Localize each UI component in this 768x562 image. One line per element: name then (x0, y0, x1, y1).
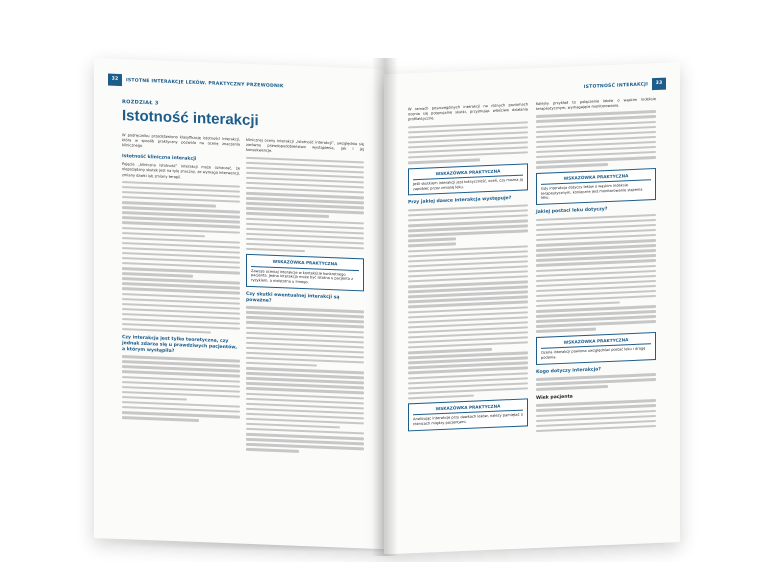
subsection-heading: Wiek pacjenta (536, 394, 573, 401)
tip-box-title: WSKAZÓWKA PRAKTYCZNA (413, 167, 523, 180)
body-paragraph: W ramach poszczególnych interakcji na różnych poziomach ocenia się potencjalne skutki, przyjmując właściwe działania profilaktyczne. (408, 102, 528, 122)
section-heading: Jakiej postaci leku dotyczy? (536, 207, 608, 216)
text-lines (536, 110, 656, 168)
intro-paragraph: W podręczniku przedstawiono klasyfikację istotności interakcji, która w sposób praktyczny pozwala na ocenę znaczenia klinicznego. (122, 133, 240, 149)
left-running-head-text: ISTOTNE INTERAKCJE LEKÓW. PRAKTYCZNY PRZEWODNIK (126, 77, 284, 89)
section-heading: Czy interakcja jest tylko teoretyczna, czy jednak zdarza się u prawdziwych pacjentów, a którym wystąpiła? (122, 335, 237, 354)
tip-box (246, 254, 364, 291)
body-paragraph: Kolejny przykład to połączenie leków o wąskim indeksie terapeutycznym, wymagające monitorowania. (536, 97, 656, 112)
body-paragraph: Pojęcie „kliniczna istotność” interakcji może oznaczać, że niepożądany skutek jest na tyle znaczny, że wymaga interwencji, zmiany dawki lub zmiany terapii. (122, 162, 240, 179)
right-running-head (584, 77, 666, 94)
tip-box-text: Ocena interakcji powinna uwzględniać postać leku i drogę podania. (541, 346, 646, 360)
tip-box (408, 399, 528, 432)
tip-box-text: Analizując interakcje przy dawkach leków, należy pamiętać o różnicach między pacjentami. (413, 413, 523, 427)
text-lines (536, 399, 656, 432)
section-heading: Przy jakiej dawce interakcja występuje? (408, 196, 512, 206)
tip-box-title: WSKAZÓWKA PRAKTYCZNA (541, 336, 651, 349)
tip-box-text: Jeśli skutkiem interakcji jest toksyczność, oceń, czy można ją zapobiec przez zmianę leku. (413, 177, 523, 191)
left-page (94, 58, 386, 549)
tip-box-title: WSKAZÓWKA PRAKTYCZNA (413, 403, 523, 416)
tip-box-text: Gdy interakcja dotyczy leków o wąskim indeksie terapeutycznym, konieczne jest monitorowanie stężenia leku. (541, 182, 643, 201)
right-column-2 (536, 97, 656, 435)
right-page (384, 62, 680, 554)
tip-box (536, 332, 656, 365)
right-running-head-text: ISTOTNOŚĆ INTERAKCJI (583, 81, 648, 90)
text-lines (536, 373, 656, 391)
section-heading: Istotność kliniczna interakcji (122, 153, 197, 162)
tip-box (536, 168, 656, 206)
chapter-title: Istotność interakcji (122, 107, 259, 130)
chapter-label: ROZDZIAŁ 3 (122, 99, 159, 107)
left-column-1 (122, 133, 240, 426)
left-column-2 (246, 138, 364, 458)
left-running-head (108, 73, 284, 94)
tip-box-title: WSKAZÓWKA PRAKTYCZNA (251, 258, 359, 270)
tip-box (408, 163, 528, 196)
right-column-1 (408, 102, 528, 435)
left-page-number: 32 (108, 74, 122, 87)
text-lines (536, 214, 656, 333)
text-lines (122, 181, 240, 335)
section-heading: Czy skutki ewentualnej interakcji są poważne? (246, 291, 340, 304)
text-lines (408, 121, 528, 164)
tip-box-text: Zawsze oceniaj interakcje w kontekście konkretnego pacjenta. Jedna interakcja może być istotna u pacjenta z ryzykiem, a nieistotna u innego. (251, 268, 353, 285)
section-heading: Kogo dotyczy interakcja? (536, 366, 601, 375)
text-lines (246, 306, 364, 455)
text-lines (122, 355, 240, 423)
right-page-number: 33 (652, 78, 666, 91)
text-lines (246, 156, 364, 254)
tip-box-title: WSKAZÓWKA PRAKTYCZNA (541, 172, 651, 185)
body-paragraph: klinicznej oceny interakcji „istotność interakcji”, uwzględnia się zarówno prawdopodobieństwo wystąpienia, jak i jej konsekwencje. (246, 137, 364, 154)
text-lines (408, 204, 528, 399)
